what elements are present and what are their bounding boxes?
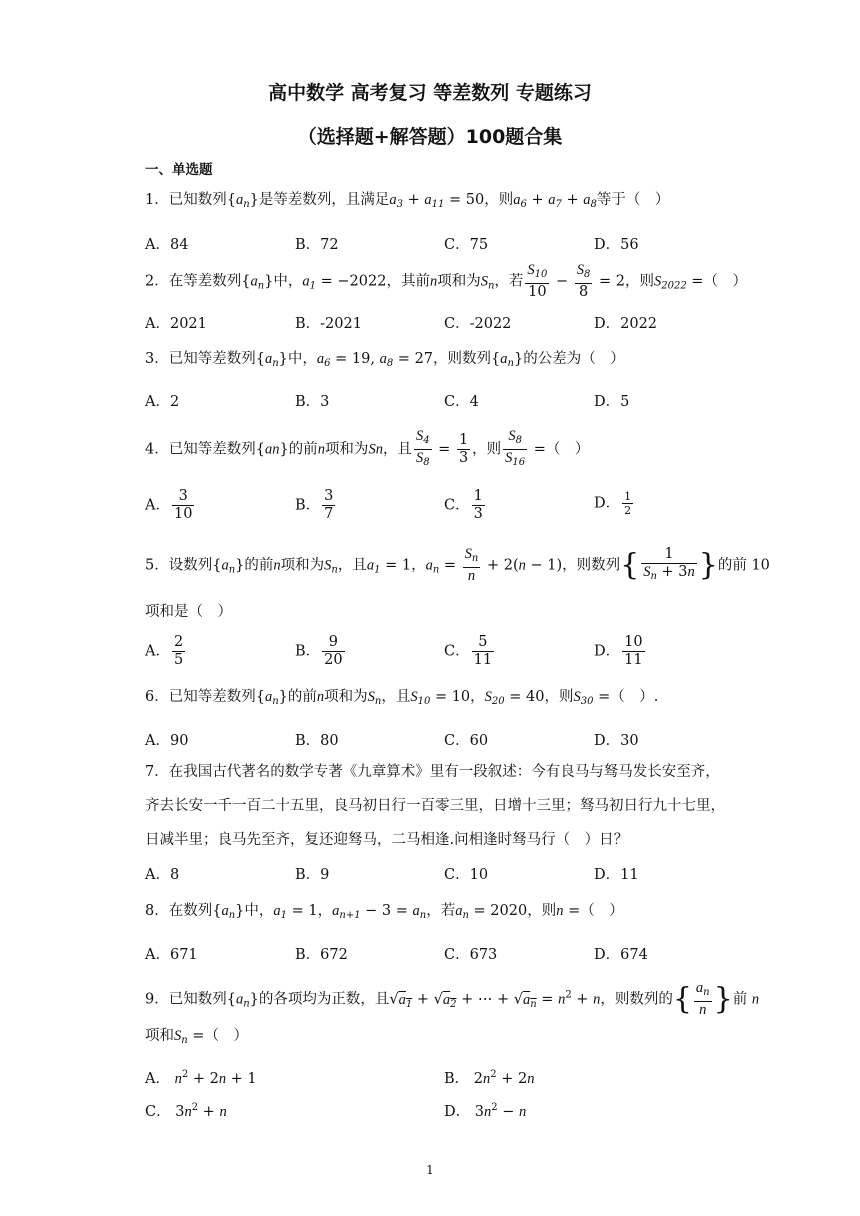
question-8: 8．在数列$\{a_n\}$中，$a_1 = 1$，$a_{n+1} - 3 = a_n$，若$a_n = 2020$，则n =（ ） — [145, 903, 624, 921]
q9-option-c: C． $3n^2 + n$ — [145, 1102, 227, 1120]
q9-option-a: A． $n^2 + 2n + 1$ — [145, 1069, 257, 1087]
q5-option-c: C． $\frac{5}{11}$ — [444, 634, 493, 668]
question-7: 7．在我国古代著名的数学专著《九章算术》里有一段叙述：今有良马与驽马发长安至齐，齐去长安一千一百二十五里，良马初日行一百零三里，日增十三里；驽马初日行九十七里，日减半里；良马先至齐，复还迎驽马，二马相逢.问相逢时驽马行（ ）日？ — [145, 764, 725, 848]
q5-option-b: B． $\frac{9}{20}$ — [295, 634, 343, 668]
q4-option-d: D． $\frac{1}{2}$ — [594, 490, 632, 517]
q1-option-d: D．56 — [594, 237, 639, 253]
q3-option-b: B．3 — [295, 394, 330, 410]
q4-option-c: C． $\frac{1}{3}$ — [444, 488, 483, 522]
q6-option-c: C．60 — [444, 733, 489, 749]
q6-option-b: B．80 — [295, 733, 339, 749]
question-5-line2: 项和是（ ） — [145, 604, 232, 620]
q4-option-b: B． $\frac{3}{7}$ — [295, 488, 334, 522]
doc-subtitle: （选择题+解答题）100题合集 — [297, 126, 563, 148]
question-6: 6．已知等差数列$\{a_n\}$的前n项和为$S_n$，且$S_{10} = 10$，$S_{20} = 40$，则$S_{30}$ =（ ）. — [145, 689, 659, 707]
q7-option-d: D．11 — [594, 867, 639, 883]
q3-option-c: C．4 — [444, 394, 479, 410]
q6-option-a: A．90 — [145, 733, 189, 749]
question-3: 3．已知等差数列$\{a_n\}$中，$a_6 = 19$, $a_8 = 27$，则数列$\{a_n\}$的公差为（ ） — [145, 351, 625, 369]
q8-option-a: A．671 — [145, 947, 198, 963]
q7-option-c: C．10 — [444, 867, 489, 883]
question-9-line2: 项和$S_n$ =（ ） — [145, 1028, 248, 1046]
q3-option-d: D．5 — [594, 394, 630, 410]
q4-option-a: A． $\frac{3}{10}$ — [145, 488, 193, 522]
q1-option-b: B．72 — [295, 237, 339, 253]
question-4: 4．已知等差数列{an}的前n项和为Sn，且 $\frac{S_4}{S_8}$ = $\frac{1}{3}$ ，则 $\frac{S_8}{S_{16}}$ =（ ） — [145, 428, 590, 468]
q8-option-b: B．672 — [295, 947, 348, 963]
q2-option-b: B．-2021 — [295, 316, 362, 332]
q9-option-d: D． $3n^2 - n$ — [444, 1102, 527, 1120]
section-heading: 一、单选题 — [145, 162, 213, 178]
q8-option-c: C．673 — [444, 947, 498, 963]
q8-option-d: D．674 — [594, 947, 648, 963]
q3-option-a: A．2 — [145, 394, 180, 410]
doc-title: 高中数学 高考复习 等差数列 专题练习 — [268, 82, 592, 104]
q2-option-c: C．-2022 — [444, 316, 512, 332]
q9-option-b: B． $2n^2 + 2n$ — [444, 1069, 535, 1087]
q7-option-a: A．8 — [145, 867, 180, 883]
q5-option-d: D． $\frac{10}{11}$ — [594, 634, 643, 668]
question-9: 9．已知数列$\{a_n\}$的各项均为正数，且$√a_1 + √a_2$ + ⋯ + $√a_n = n^2 + n$，则数列的{ $\frac{a_n}{n}$ }前 n — [145, 980, 760, 1018]
q2-option-d: D．2022 — [594, 316, 658, 332]
question-5: 5．设数列$\{a_n\}$的前n项和为$S_n$，且$a_1 = 1$，$a_n$ = $\frac{S_n}{n}$ + 2(n − 1)，则数列{ $\frac{1}{S_n + 3n}$ }的前 10 — [145, 546, 770, 584]
q5-option-a: A． $\frac{2}{5}$ — [145, 634, 184, 668]
q7-option-b: B．9 — [295, 867, 330, 883]
question-1: 1．已知数列$\{a_n\}$是等差数列，且满足$a_3 + a_{11} = 50$，则$a_6 + a_7 + a_8$等于（ ） — [145, 192, 670, 210]
q6-option-d: D．30 — [594, 733, 639, 749]
question-2: 2．在等差数列$\{a_n\}$中，$a_1 = -2022$，其前n项和为$S_n$，若 $\frac{S_{10}}{10}$ − $\frac{S_8}{8}$ = 2，则$S_{2022}$ =（ ） — [145, 262, 747, 300]
q2-option-a: A．2021 — [145, 316, 207, 332]
q1-option-a: A．84 — [145, 237, 189, 253]
page-number: 1 — [426, 1163, 434, 1177]
q1-option-c: C．75 — [444, 237, 489, 253]
